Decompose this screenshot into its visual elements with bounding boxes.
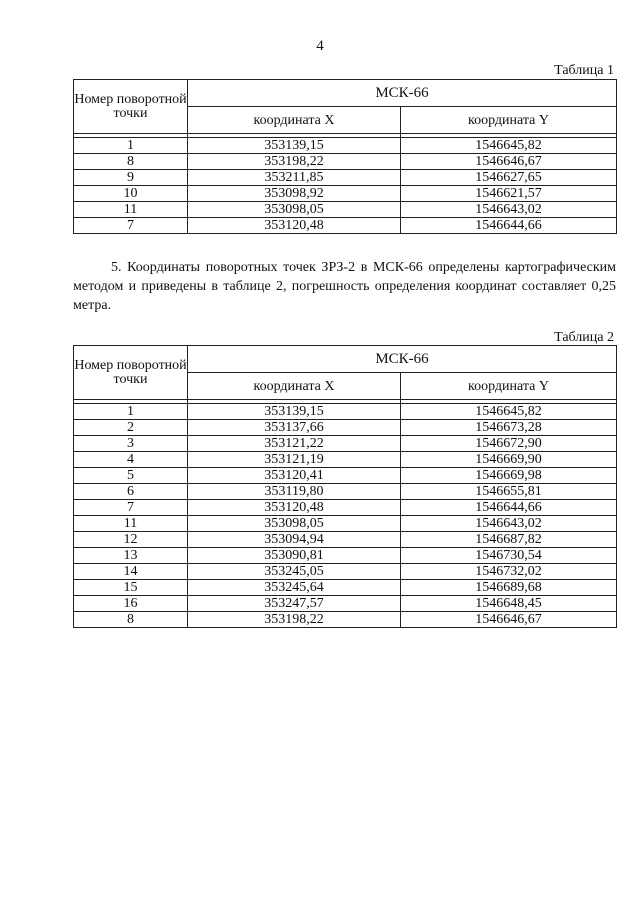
coord-y-cell: 1546646,67 — [401, 154, 617, 170]
coord-y-cell: 1546646,67 — [401, 612, 617, 628]
table-row — [74, 468, 617, 484]
coord-y-cell: 1546643,02 — [401, 516, 617, 532]
coord-x-cell: 353090,81 — [188, 548, 401, 564]
coord-x-cell: 353198,22 — [188, 612, 401, 628]
table-row — [74, 170, 617, 186]
coord-x-cell: 353120,41 — [188, 468, 401, 484]
coord-y-cell: 1546669,90 — [401, 452, 617, 468]
point-number-cell: 2 — [74, 420, 188, 436]
coord-x-cell: 353247,57 — [188, 596, 401, 612]
table-1-body — [74, 138, 617, 234]
point-number-cell: 11 — [74, 516, 188, 532]
coord-x-cell: 353121,19 — [188, 452, 401, 468]
point-number-cell: 3 — [74, 436, 188, 452]
coordinate-system-header: МСК-66 — [188, 346, 617, 373]
table-row — [74, 484, 617, 500]
table-row — [74, 564, 617, 580]
table-row — [74, 516, 617, 532]
point-number-cell: 16 — [74, 596, 188, 612]
coord-x-cell: 353137,66 — [188, 420, 401, 436]
coord-x-cell: 353139,15 — [188, 404, 401, 420]
coordinates-method-paragraph: 5. Координаты поворотных точек ЗРЗ-2 в МСК-66 определены картографическим методом и приведены в таблице 2, погрешность определения координат составляет 0,25 метра. — [73, 260, 616, 313]
page-number: 4 — [316, 38, 324, 54]
point-number-cell: 10 — [74, 186, 188, 202]
coord-y-cell: 1546644,66 — [401, 500, 617, 516]
table-row — [74, 452, 617, 468]
table-row — [74, 138, 617, 154]
coord-x-cell: 353098,92 — [188, 186, 401, 202]
point-number-cell: 15 — [74, 580, 188, 596]
table-row — [74, 404, 617, 420]
point-number-cell: 7 — [74, 500, 188, 516]
table-row — [74, 596, 617, 612]
coordinates-table-1 — [73, 79, 617, 234]
coord-x-cell: 353245,05 — [188, 564, 401, 580]
table-1-caption: Таблица 1 — [554, 63, 614, 78]
table-row — [74, 580, 617, 596]
coord-y-cell: 1546689,68 — [401, 580, 617, 596]
point-number-cell: 4 — [74, 452, 188, 468]
coord-y-cell: 1546643,02 — [401, 202, 617, 218]
coord-x-header: координата X — [188, 373, 401, 400]
coord-y-cell: 1546645,82 — [401, 138, 617, 154]
table-row — [74, 186, 617, 202]
table-row — [74, 532, 617, 548]
point-number-cell: 6 — [74, 484, 188, 500]
coord-y-cell: 1546669,98 — [401, 468, 617, 484]
point-number-cell: 1 — [74, 138, 188, 154]
coord-x-cell: 353120,48 — [188, 500, 401, 516]
table-row — [74, 436, 617, 452]
coord-x-cell: 353120,48 — [188, 218, 401, 234]
table-row — [74, 612, 617, 628]
coordinate-system-header: МСК-66 — [188, 80, 617, 107]
table-2-body — [74, 404, 617, 628]
coord-y-header: координата Y — [401, 107, 617, 134]
coord-x-cell: 353098,05 — [188, 516, 401, 532]
coord-y-cell: 1546672,90 — [401, 436, 617, 452]
point-number-cell: 14 — [74, 564, 188, 580]
table-row — [74, 420, 617, 436]
point-number-cell: 12 — [74, 532, 188, 548]
coord-x-cell: 353098,05 — [188, 202, 401, 218]
table-row — [74, 218, 617, 234]
coord-x-header: координата X — [188, 107, 401, 134]
coordinates-table-2 — [73, 345, 617, 628]
point-number-header: Номер поворотной точки — [74, 80, 188, 134]
table-row — [74, 154, 617, 170]
coord-y-cell: 1546673,28 — [401, 420, 617, 436]
coord-x-cell: 353139,15 — [188, 138, 401, 154]
point-number-cell: 11 — [74, 202, 188, 218]
coord-y-cell: 1546645,82 — [401, 404, 617, 420]
coord-y-cell: 1546655,81 — [401, 484, 617, 500]
coord-y-cell: 1546644,66 — [401, 218, 617, 234]
point-number-cell: 9 — [74, 170, 188, 186]
coord-x-cell: 353245,64 — [188, 580, 401, 596]
table-row — [74, 500, 617, 516]
table-2-caption: Таблица 2 — [554, 330, 614, 345]
point-number-header: Номер поворотной точки — [74, 346, 188, 400]
coord-x-cell: 353094,94 — [188, 532, 401, 548]
table-row — [74, 202, 617, 218]
coord-y-cell: 1546627,65 — [401, 170, 617, 186]
coord-y-cell: 1546730,54 — [401, 548, 617, 564]
coord-y-cell: 1546732,02 — [401, 564, 617, 580]
point-number-cell: 8 — [74, 154, 188, 170]
coord-y-cell: 1546621,57 — [401, 186, 617, 202]
point-number-cell: 5 — [74, 468, 188, 484]
table-row — [74, 548, 617, 564]
point-number-cell: 1 — [74, 404, 188, 420]
coord-y-cell: 1546687,82 — [401, 532, 617, 548]
point-number-cell: 8 — [74, 612, 188, 628]
coord-x-cell: 353211,85 — [188, 170, 401, 186]
coord-y-cell: 1546648,45 — [401, 596, 617, 612]
coord-x-cell: 353121,22 — [188, 436, 401, 452]
point-number-cell: 13 — [74, 548, 188, 564]
coord-x-cell: 353119,80 — [188, 484, 401, 500]
coord-y-header: координата Y — [401, 373, 617, 400]
point-number-cell: 7 — [74, 218, 188, 234]
coord-x-cell: 353198,22 — [188, 154, 401, 170]
